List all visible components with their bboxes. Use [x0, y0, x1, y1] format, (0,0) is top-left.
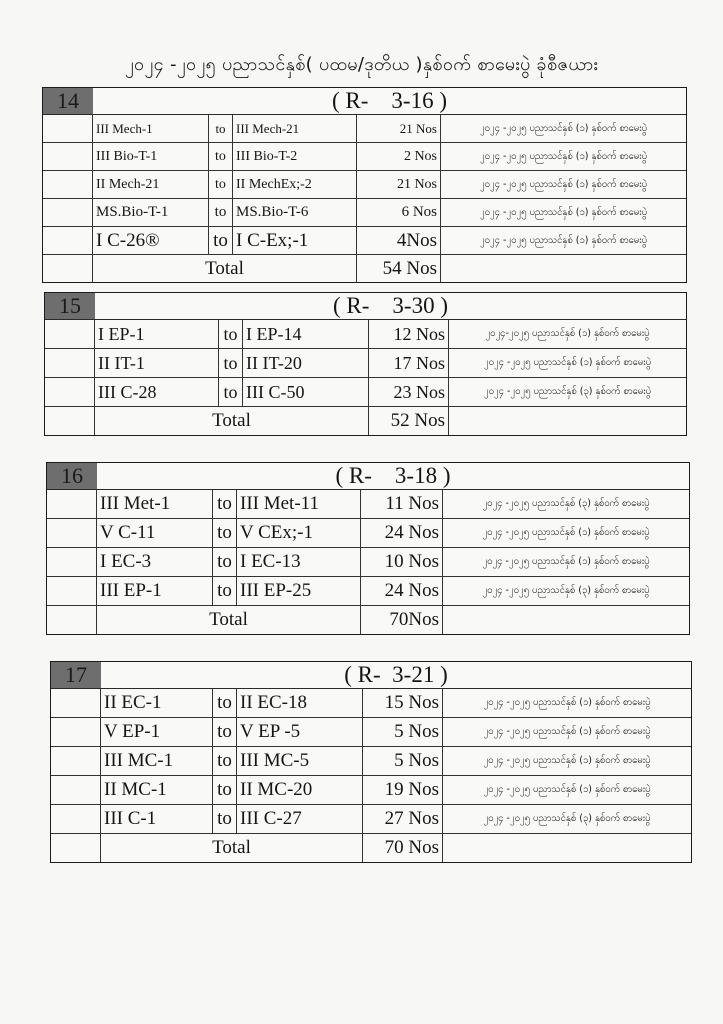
to-word: to	[213, 689, 237, 718]
total-label: Total	[95, 407, 369, 435]
to-word: to	[209, 115, 233, 143]
student-count: 4Nos	[357, 227, 441, 255]
until-roll: III C-50	[243, 378, 369, 407]
from-roll: III Mech-1	[93, 115, 209, 143]
exam-note: ၂၀၂၄ -၂၀၂၅ ပညာသင်နှစ် (၃) နှစ်ဝက် စာမေးပွဲ	[443, 805, 691, 834]
from-roll: II MC-1	[101, 776, 213, 805]
student-count: 11 Nos	[361, 490, 443, 519]
room-rows	[45, 320, 686, 435]
room-code: ( R- 3-18 )	[335, 463, 451, 488]
to-word: to	[213, 490, 237, 519]
room-table-15	[44, 292, 687, 436]
row-blank-cell	[47, 577, 97, 606]
to-word: to	[219, 378, 243, 407]
row-blank-cell	[43, 171, 93, 199]
student-count: 24 Nos	[361, 577, 443, 606]
until-roll: II MC-20	[237, 776, 363, 805]
from-roll: II EC-1	[101, 689, 213, 718]
row-blank-cell	[45, 378, 95, 407]
student-count: 19 Nos	[363, 776, 443, 805]
from-roll: II IT-1	[95, 349, 219, 378]
total-note-blank	[443, 834, 691, 862]
total-label: Total	[97, 606, 361, 634]
row-blank-cell	[45, 320, 95, 349]
from-roll: III EP-1	[97, 577, 213, 606]
total-note-blank	[443, 606, 689, 634]
until-roll: III Mech-21	[233, 115, 357, 143]
until-roll: III MC-5	[237, 747, 363, 776]
room-table-14	[42, 87, 687, 283]
until-roll: MS.Bio-T-6	[233, 199, 357, 227]
until-roll: III C-27	[237, 805, 363, 834]
student-count: 2 Nos	[357, 143, 441, 171]
room-number: 16	[47, 463, 97, 489]
until-roll: I C-Ex;-1	[233, 227, 357, 255]
student-count: 10 Nos	[361, 548, 443, 577]
from-roll: I EC-3	[97, 548, 213, 577]
row-blank-cell	[47, 519, 97, 548]
page-title: ၂၀၂၄ -၂၀၂၅ ပညာသင်နှစ်( ပထမ/ဒုတိယ )နှစ်ဝက် စာမေးပွဲ ခုံစီဇယား	[124, 54, 599, 75]
row-blank-cell	[43, 115, 93, 143]
exam-note: ၂၀၂၄ -၂၀၂၅ ပညာသင်နှစ် (၃) နှစ်ဝက် စာမေးပွဲ	[449, 378, 686, 407]
student-count: 12 Nos	[369, 320, 449, 349]
row-blank-cell	[43, 143, 93, 171]
to-word: to	[213, 805, 237, 834]
to-word: to	[219, 320, 243, 349]
from-roll: I C-26®	[93, 227, 209, 255]
student-count: 5 Nos	[363, 718, 443, 747]
exam-note: ၂၀၂၄ -၂၀၂၅ ပညာသင်နှစ် (၁) နှစ်ဝက် စာမေးပွဲ	[443, 548, 689, 577]
until-roll: III EP-25	[237, 577, 361, 606]
room-code: ( R- 3-16 )	[332, 88, 447, 113]
total-count: 70 Nos	[363, 834, 443, 862]
until-roll: I EC-13	[237, 548, 361, 577]
student-count: 17 Nos	[369, 349, 449, 378]
exam-note: ၂၀၂၄ -၂၀၂၅ ပညာသင်နှစ် (၁) နှစ်ဝက် စာမေးပွဲ	[443, 519, 689, 548]
to-word: to	[209, 143, 233, 171]
exam-note: ၂၀၂၄ -၂၀၂၅ ပညာသင်နှစ် (၁) နှစ်ဝက် စာမေးပွဲ	[449, 349, 686, 378]
exam-note: ၂၀၂၄ -၂၀၂၅ ပညာသင်နှစ် (၃) နှစ်ဝက် စာမေးပွဲ	[443, 490, 689, 519]
row-blank-cell	[51, 776, 101, 805]
total-note-blank	[441, 255, 686, 282]
student-count: 5 Nos	[363, 747, 443, 776]
exam-note: ၂၀၂၄ -၂၀၂၅ ပညာသင်နှစ် (၁) နှစ်ဝက် စာမေးပွဲ	[441, 199, 686, 227]
from-roll: III Met-1	[97, 490, 213, 519]
from-roll: III C-28	[95, 378, 219, 407]
to-word: to	[209, 199, 233, 227]
from-roll: II Mech-21	[93, 171, 209, 199]
exam-note: ၂၀၂၄ -၂၀၂၅ ပညာသင်နှစ် (၁) နှစ်ဝက် စာမေးပွဲ	[441, 171, 686, 199]
exam-note: ၂၀၂၄ -၂၀၂၅ ပညာသင်နှစ် (၁) နှစ်ဝက် စာမေးပွဲ	[443, 747, 691, 776]
total-label: Total	[101, 834, 363, 862]
student-count: 24 Nos	[361, 519, 443, 548]
to-word: to	[213, 747, 237, 776]
room-header	[47, 463, 689, 490]
row-blank-cell	[51, 689, 101, 718]
room-table-16	[46, 462, 690, 635]
until-roll: II MechEx;-2	[233, 171, 357, 199]
row-blank-cell	[47, 490, 97, 519]
until-roll: III Bio-T-2	[233, 143, 357, 171]
to-word: to	[213, 577, 237, 606]
student-count: 21 Nos	[357, 171, 441, 199]
room-number: 14	[43, 88, 93, 114]
total-count: 70Nos	[361, 606, 443, 634]
to-word: to	[213, 718, 237, 747]
row-blank-cell	[43, 199, 93, 227]
student-count: 21 Nos	[357, 115, 441, 143]
room-number: 15	[45, 293, 95, 319]
room-code: ( R- 3-21 )	[344, 662, 448, 687]
from-roll: I EP-1	[95, 320, 219, 349]
student-count: 6 Nos	[357, 199, 441, 227]
row-blank-cell	[51, 834, 101, 862]
from-roll: III C-1	[101, 805, 213, 834]
until-roll: III Met-11	[237, 490, 361, 519]
room-header	[43, 88, 686, 115]
row-blank-cell	[51, 747, 101, 776]
total-count: 54 Nos	[357, 255, 441, 282]
exam-note: ၂၀၂၄ -၂၀၂၅ ပညာသင်နှစ် (၁) နှစ်ဝက် စာမေးပွဲ	[443, 776, 691, 805]
row-blank-cell	[47, 548, 97, 577]
row-blank-cell	[45, 349, 95, 378]
student-count: 23 Nos	[369, 378, 449, 407]
to-word: to	[213, 776, 237, 805]
student-count: 15 Nos	[363, 689, 443, 718]
room-header	[45, 293, 686, 320]
room-number: 17	[51, 662, 101, 688]
row-blank-cell	[43, 255, 93, 282]
to-word: to	[209, 227, 233, 255]
until-roll: V EP -5	[237, 718, 363, 747]
row-blank-cell	[45, 407, 95, 435]
total-note-blank	[449, 407, 686, 435]
exam-note: ၂၀၂၄-၂၀၂၅ ပညာသင်နှစ် (၁) နှစ်ဝက် စာမေးပွဲ	[449, 320, 686, 349]
row-blank-cell	[51, 718, 101, 747]
total-label: Total	[93, 255, 357, 282]
from-roll: III MC-1	[101, 747, 213, 776]
until-roll: V CEx;-1	[237, 519, 361, 548]
row-blank-cell	[47, 606, 97, 634]
total-count: 52 Nos	[369, 407, 449, 435]
until-roll: II IT-20	[243, 349, 369, 378]
until-roll: II EC-18	[237, 689, 363, 718]
room-header	[51, 662, 691, 689]
to-word: to	[219, 349, 243, 378]
from-roll: III Bio-T-1	[93, 143, 209, 171]
from-roll: V C-11	[97, 519, 213, 548]
room-code: ( R- 3-30 )	[333, 293, 448, 318]
exam-note: ၂၀၂၄ -၂၀၂၅ ပညာသင်နှစ် (၁) နှစ်ဝက် စာမေးပွဲ	[443, 689, 691, 718]
student-count: 27 Nos	[363, 805, 443, 834]
from-roll: V EP-1	[101, 718, 213, 747]
to-word: to	[209, 171, 233, 199]
row-blank-cell	[43, 227, 93, 255]
room-rows	[43, 115, 686, 282]
row-blank-cell	[51, 805, 101, 834]
from-roll: MS.Bio-T-1	[93, 199, 209, 227]
exam-note: ၂၀၂၄ -၂၀၂၅ ပညာသင်နှစ် (၁) နှစ်ဝက် စာမေးပွဲ	[441, 115, 686, 143]
room-table-17	[50, 661, 692, 863]
room-rows	[47, 490, 689, 634]
exam-note: ၂၀၂၄ -၂၀၂၅ ပညာသင်နှစ် (၁) နှစ်ဝက် စာမေးပွဲ	[443, 718, 691, 747]
to-word: to	[213, 519, 237, 548]
room-rows	[51, 689, 691, 862]
exam-note: ၂၀၂၄ -၂၀၂၅ ပညာသင်နှစ် (၁) နှစ်ဝက် စာမေးပွဲ	[441, 227, 686, 255]
exam-note: ၂၀၂၄ -၂၀၂၅ ပညာသင်နှစ် (၃) နှစ်ဝက် စာမေးပွဲ	[443, 577, 689, 606]
until-roll: I EP-14	[243, 320, 369, 349]
to-word: to	[213, 548, 237, 577]
exam-note: ၂၀၂၄ -၂၀၂၅ ပညာသင်နှစ် (၁) နှစ်ဝက် စာမေးပွဲ	[441, 143, 686, 171]
